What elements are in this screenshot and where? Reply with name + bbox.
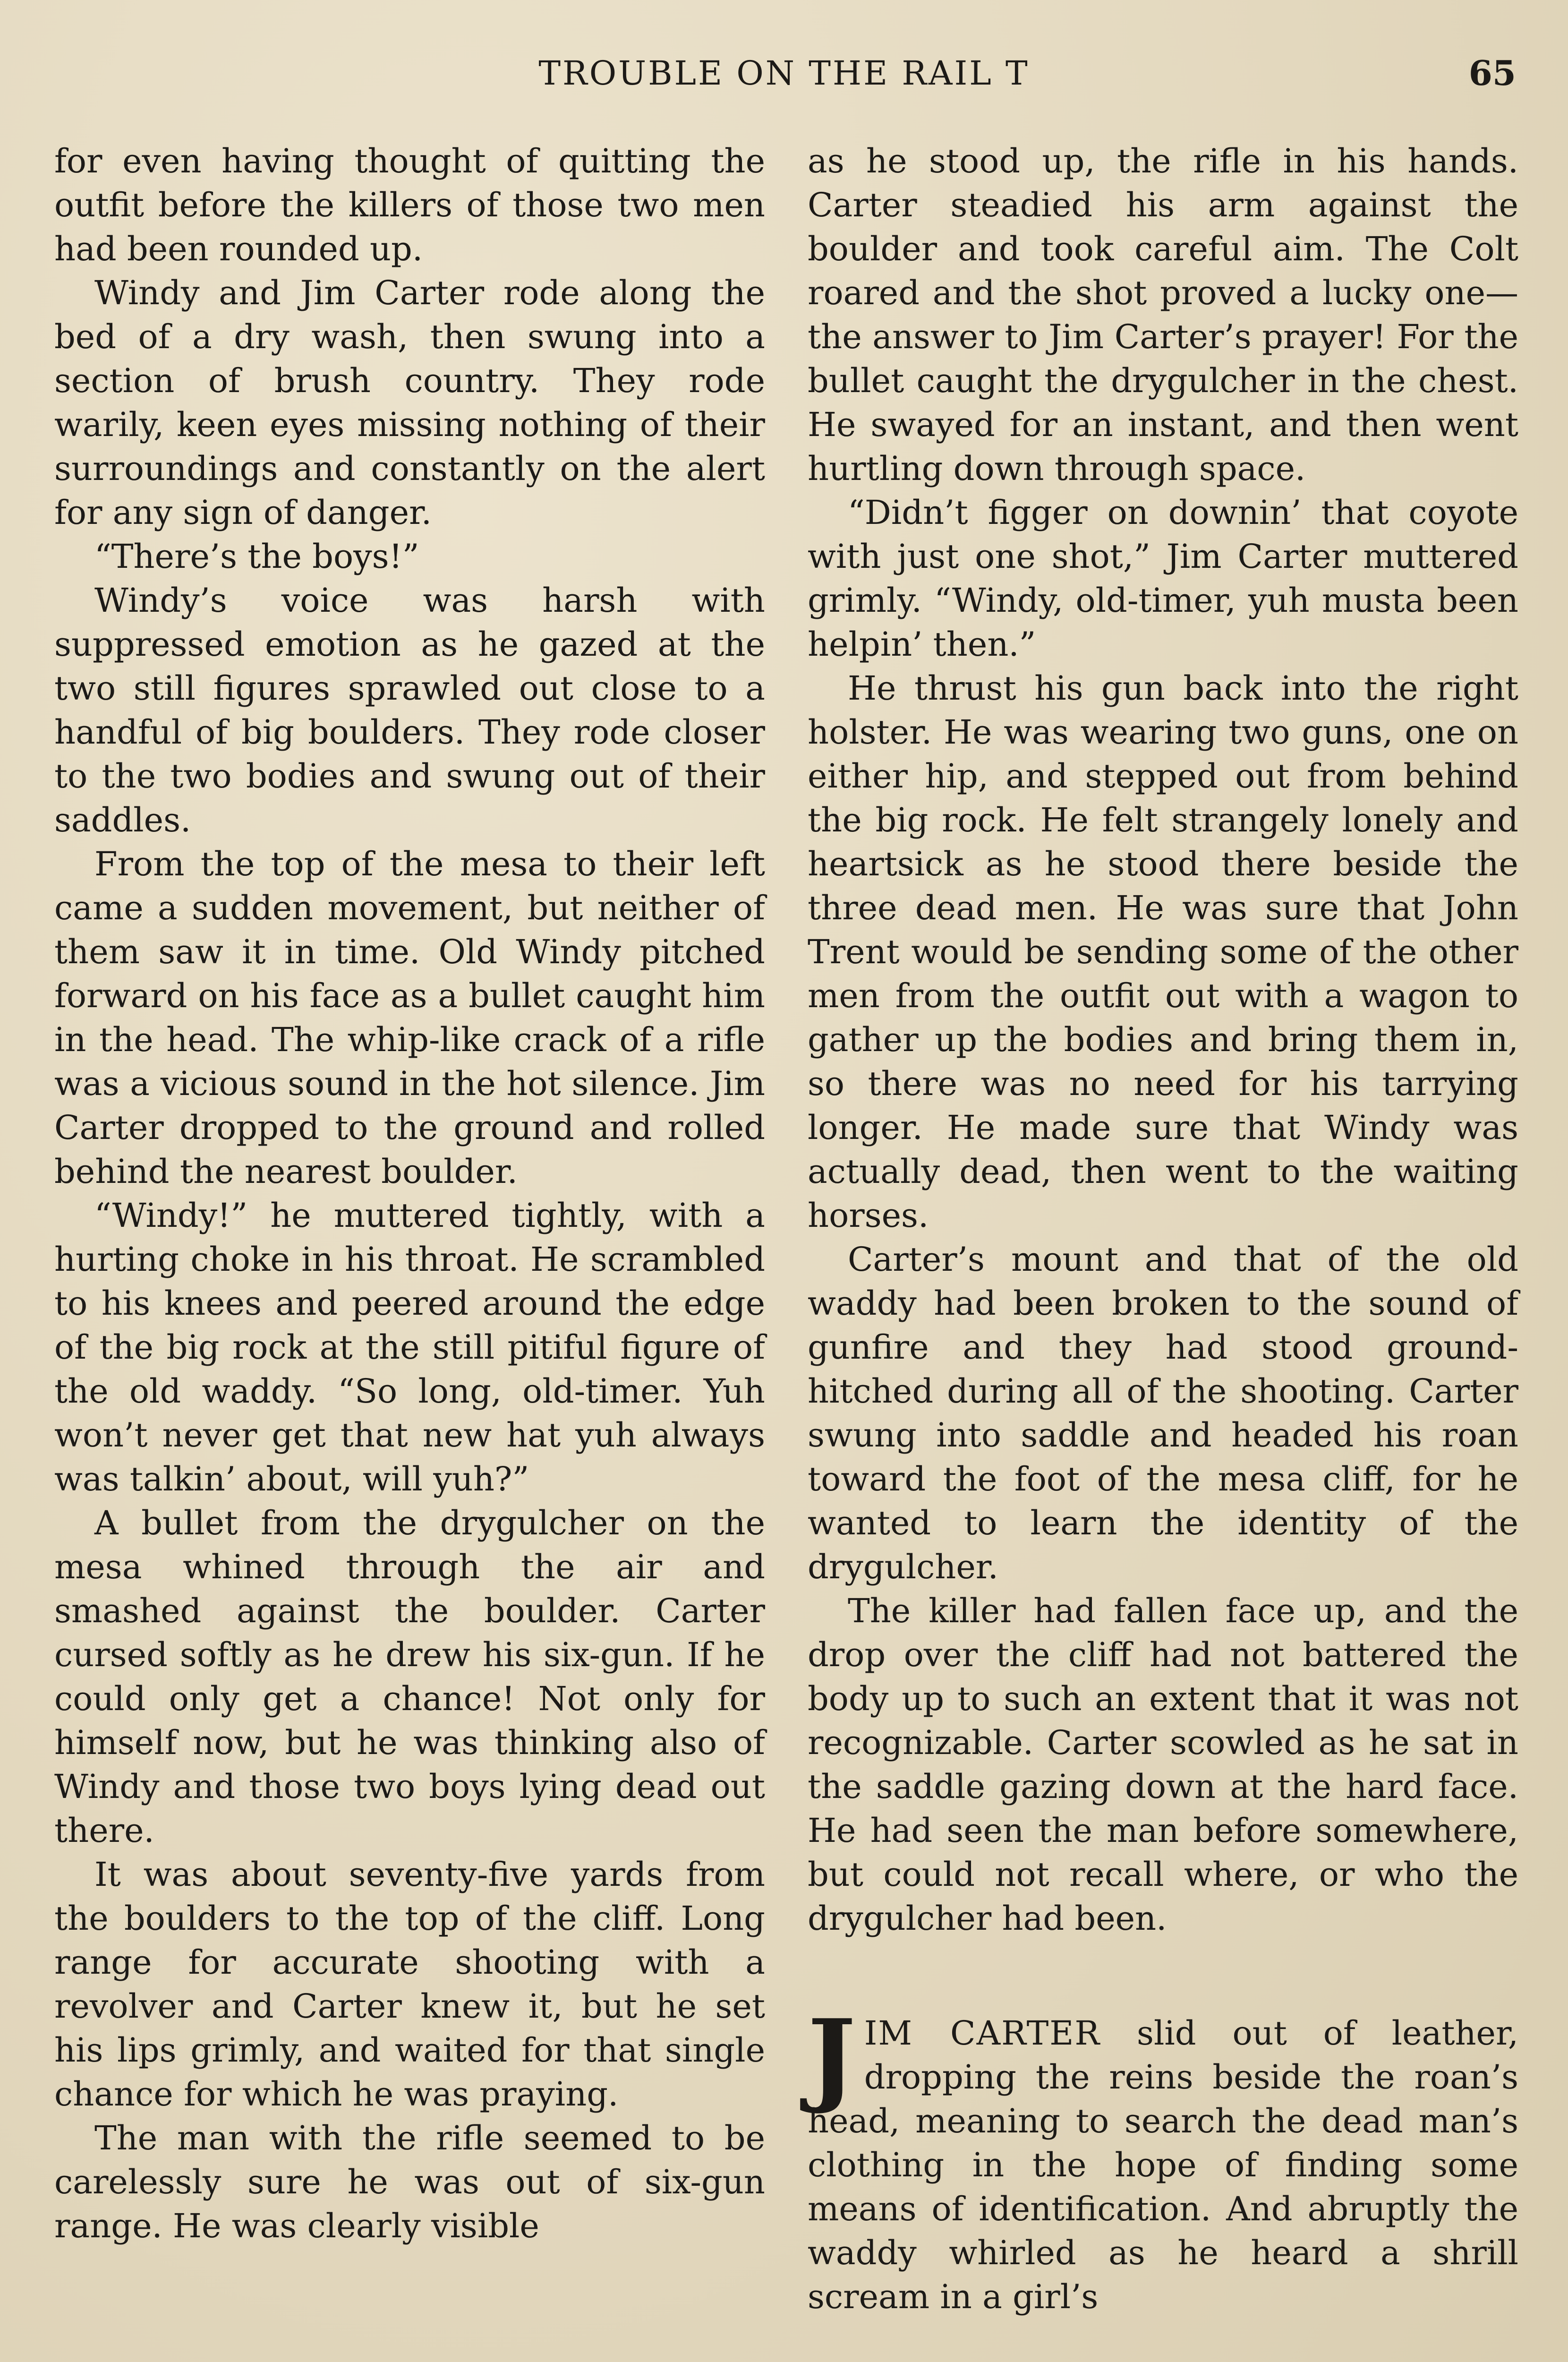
section-lead-in: IM CARTER <box>864 2014 1101 2053</box>
running-title: TROUBLE ON THE RAIL T <box>538 54 1030 93</box>
paragraph: From the top of the mesa to their left came a sudden movement, but neither of them saw it in time. Old Windy pitched forward on his face as a bullet caught him in the head. The whip-like crack of a rifle was a vicious sound in the hot silence. Jim Carter dropped to the ground and rolled behind the nearest boulder. <box>54 845 765 1191</box>
paragraph: The man with the rifle seemed to be carelessly sure he was out of six-gun range. He was clearly visible <box>54 2119 765 2245</box>
right-column <box>808 139 1518 2319</box>
paragraph: “Didn’t figger on downin’ that coyote with just one shot,” Jim Carter muttered grimly. “Windy, old-timer, yuh musta been helpin’ then.” <box>808 493 1518 664</box>
paragraph: A bullet from the drygulcher on the mesa whined through the air and smashed against the boulder. Carter cursed softly as he drew his six-gun. If he could only get a chance! Not only for himself now, but he was thinking also of Windy and those two boys lying dead out there. <box>54 1504 765 1850</box>
paragraph: Windy and Jim Carter rode along the bed of a dry wash, then swung into a section of brush country. They rode warily, keen eyes missing nothing of their surroundings and constantly on the alert for any sign of danger. <box>54 274 765 532</box>
page-header <box>0 45 1568 102</box>
paragraph: Carter’s mount and that of the old waddy had been broken to the sound of gunfire and they had stood ground-hitched during all of the shooting. Carter swung into saddle and headed his roan toward the foot of the mesa cliff, for he wanted to learn the identity of the drygulcher. <box>808 1240 1518 1586</box>
section-text: slid out of leather, dropping the reins beside the roan’s head, meaning to search the dead man’s clothing in the hope of finding some means of identification. And abruptly the waddy whirled as he heard a shrill scream in a girl’s <box>808 2014 1518 2316</box>
paragraph: The killer had fallen face up, and the drop over the cliff had not battered the body up to such an extent that it was not recognizable. Carter scowled as he sat in the saddle gazing down at the hard face. He had seen the man before somewhere, but could not recall where, or who the drygulcher had been. <box>808 1592 1518 1938</box>
left-column <box>54 139 765 2248</box>
section-opening-paragraph <box>808 1997 1518 2319</box>
page-number: 65 <box>1468 53 1516 93</box>
paragraph: “Windy!” he muttered tightly, with a hurting choke in his throat. He scrambled to his knees and peered around the edge of the big rock at the still pitiful figure of the old waddy. “So long, old-timer. Yuh won’t never get that new hat yuh always was talkin’ about, will yuh?” <box>54 1196 765 1498</box>
paragraph: for even having thought of quitting the outfit before the killers of those two men had been rounded up. <box>54 142 765 268</box>
paragraph: It was about seventy-five yards from the boulders to the top of the cliff. Long range for accurate shooting with a revolver and Carter knew it, but he set his lips grimly, and waited for that single chance for which he was praying. <box>54 1855 765 2114</box>
drop-cap: J <box>808 1997 856 2116</box>
paragraph: Windy’s voice was harsh with suppressed emotion as he gazed at the two still figures sprawled out close to a handful of big boulders. They rode closer to the two bodies and swung out of their saddles. <box>54 581 765 839</box>
paragraph: He thrust his gun back into the right holster. He was wearing two guns, one on either hip, and stepped out from behind the big rock. He felt strangely lonely and heartsick as he stood there beside the three dead men. He was sure that John Trent would be sending some of the other men from the outfit out with a wagon to gather up the bodies and bring them in, so there was no need for his tarrying longer. He made sure that Windy was actually dead, then went to the waiting horses. <box>808 669 1518 1235</box>
paragraph: “There’s the boys!” <box>94 537 419 576</box>
paragraph: as he stood up, the rifle in his hands. Carter steadied his arm against the boulder and took careful aim. The Colt roared and the shot proved a lucky one—the answer to Jim Carter’s prayer! For the bullet caught the drygulcher in the chest. He swayed for an instant, and then went hurtling down through space. <box>808 142 1518 488</box>
